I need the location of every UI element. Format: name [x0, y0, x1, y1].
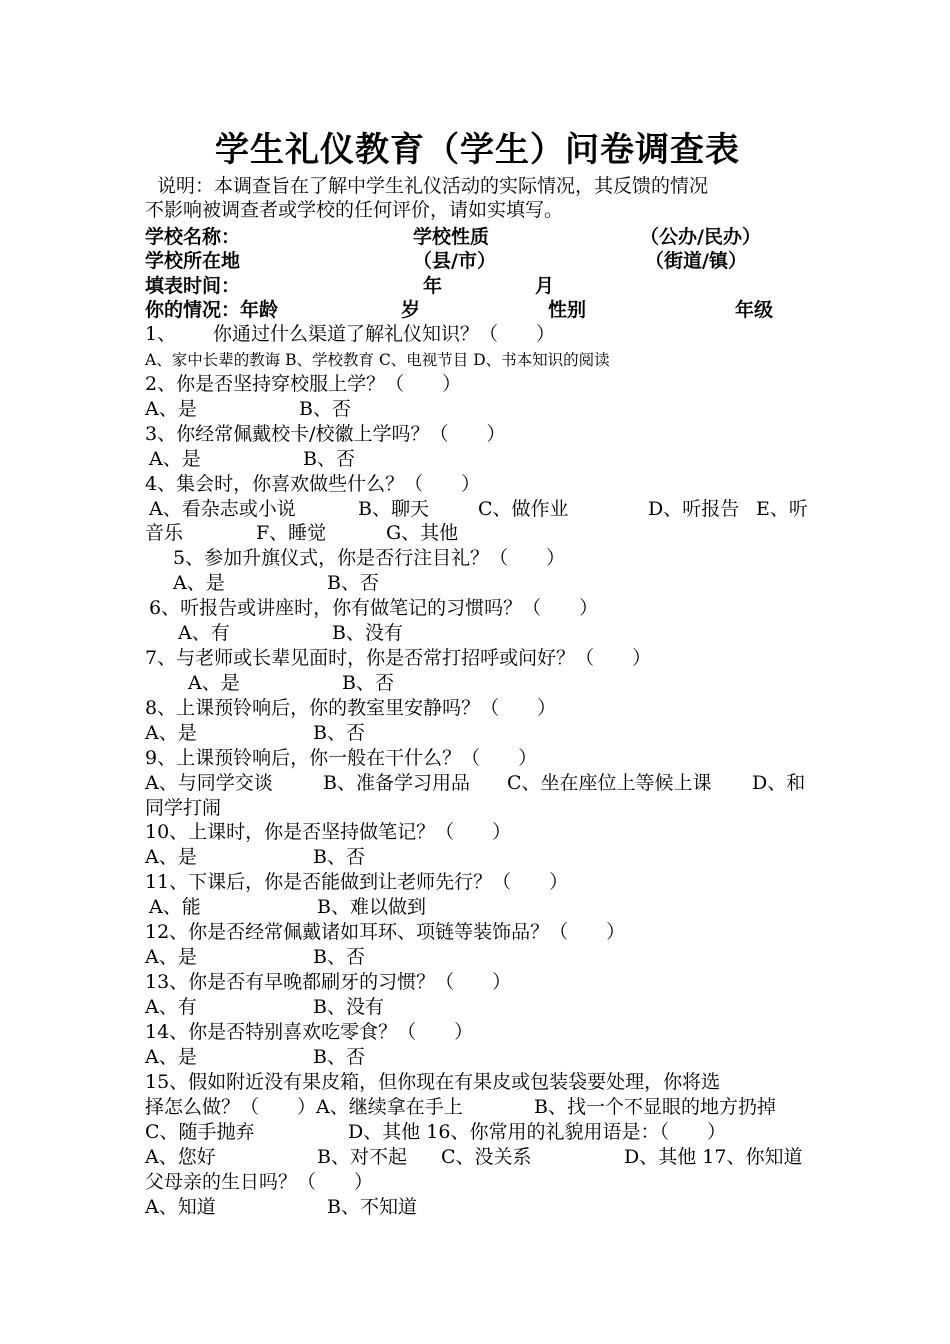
question-9: 9、上课预铃响后，你一般在干什么？（ ） [145, 747, 538, 769]
question-1-number: 1、 [145, 323, 177, 345]
fill-time-label: 填表时间： [145, 275, 241, 297]
question-11: 11、下课后，你是否能做到让老师先行？（ ） [145, 871, 569, 893]
question-6-text: 6、听报告或讲座时，你有做笔记的习惯吗？（ ） [149, 597, 599, 619]
question-1-text: 你通过什么渠道了解礼仪知识？（ ） [213, 323, 556, 345]
school-location-label: 学校所在地 [145, 250, 241, 272]
county-label: （县/市） [413, 250, 496, 272]
option-a: A、是 [145, 946, 197, 968]
option-a: A、是 [145, 846, 197, 868]
option-a: A、是 [145, 1046, 197, 1068]
option-e-cont: 音乐 [145, 522, 184, 544]
question-2: 2、你是否坚持穿校服上学？（ ） [145, 373, 462, 395]
month-label: 月 [535, 275, 555, 297]
intro-line-2: 不影响被调查者或学校的任何评价，请如实填写。 [145, 199, 564, 221]
question-5-text: 5、参加升旗仪式，你是否行注目礼？（ ） [173, 547, 566, 569]
option-b: B、否 [313, 946, 365, 968]
option-a: A、能 [149, 896, 201, 918]
option-f: F、睡觉 [256, 522, 327, 544]
option-b: B、否 [299, 398, 351, 420]
option-a: A、是 [188, 672, 240, 694]
page-title: 学生礼仪教育（学生）问卷调查表 [215, 130, 740, 170]
option-a: A、看杂志或小说 [149, 498, 296, 520]
option-b: B、没有 [313, 996, 384, 1018]
year-label: 年 [423, 275, 443, 297]
street-label: （街道/镇） [645, 250, 747, 272]
option-g: G、其他 [386, 522, 459, 544]
option-d: D、和 [752, 772, 806, 794]
question-15-option-a: 择怎么做？（ ）A、继续拿在手上 [145, 1096, 463, 1118]
intro-text-1: 说明：本调查旨在了解中学生礼仪活动的实际情况，其反馈的情况 [157, 175, 709, 197]
option-a: A、是 [173, 572, 225, 594]
option-b: B、不知道 [327, 1196, 417, 1218]
question-1-options: A、家中长辈的教诲 B、学校教育 C、电视节目 D、书本知识的阅读 [145, 351, 610, 369]
option-b: B、否 [327, 572, 379, 594]
option-b: B、否 [342, 672, 394, 694]
question-15-line-1: 15、假如附近没有果皮箱，但你现在有果皮或包装袋要处理，你将选 [145, 1071, 721, 1093]
option-e: E、听 [756, 498, 808, 520]
option-b: B、难以做到 [317, 896, 426, 918]
age-unit: 岁 [401, 299, 421, 321]
gender-label: 性别 [548, 299, 587, 321]
option-a: A、是 [145, 398, 197, 420]
option-c: C、坐在座位上等候上课 [507, 772, 712, 794]
question-8: 8、上课预铃响后，你的教室里安静吗？（ ） [145, 697, 557, 719]
option-b: B、否 [303, 448, 355, 470]
option-a: A、有 [145, 996, 197, 1018]
question-14: 14、你是否特别喜欢吃零食？（ ） [145, 1021, 474, 1043]
option-b: B、否 [313, 722, 365, 744]
option-d: D、其他 17、你知道 [624, 1146, 803, 1168]
option-a: A、知道 [145, 1196, 216, 1218]
question-3: 3、你经常佩戴校卡/校徽上学吗？（ ） [145, 423, 506, 445]
question-10: 10、上课时，你是否坚持做笔记？（ ） [145, 821, 512, 843]
option-c: C、没关系 [441, 1146, 532, 1168]
grade-label: 年级 [735, 299, 774, 321]
age-label: 你的情况：年龄 [145, 299, 279, 321]
intro-line-1 [145, 174, 810, 198]
option-b: B、否 [313, 1046, 365, 1068]
option-c: C、做作业 [478, 498, 569, 520]
question-15-option-b: B、找一个不显眼的地方扔掉 [534, 1096, 776, 1118]
question-15-option-c: C、随手抛弃 [145, 1121, 255, 1143]
question-12: 12、你是否经常佩戴诸如耳环、项链等装饰品？（ ） [145, 921, 626, 943]
option-a: A、是 [149, 448, 201, 470]
option-b: B、聊天 [358, 498, 429, 520]
option-a: A、您好 [145, 1146, 216, 1168]
option-b: B、准备学习用品 [323, 772, 470, 794]
option-a: A、与同学交谈 [145, 772, 273, 794]
school-name-label: 学校名称： [145, 226, 241, 248]
question-13: 13、你是否有早晚都刷牙的习惯？（ ） [145, 971, 512, 993]
question-9-options-2: 同学打闹 [145, 797, 222, 819]
option-b: B、否 [313, 846, 365, 868]
option-d: D、听报告 [648, 498, 740, 520]
school-type-options: （公办/民办） [640, 226, 761, 248]
question-17: 父母亲的生日吗？（ ） [145, 1171, 374, 1193]
option-a: A、有 [178, 622, 230, 644]
question-4: 4、集会时，你喜欢做些什么？（ ） [145, 473, 481, 495]
option-a: A、是 [145, 722, 197, 744]
question-15-option-d: D、其他 16、你常用的礼貌用语是：（ ） [348, 1121, 726, 1143]
option-b: B、没有 [332, 622, 403, 644]
option-b: B、对不起 [317, 1146, 407, 1168]
school-type-label: 学校性质 [413, 226, 490, 248]
question-7: 7、与老师或长辈见面时，你是否常打招呼或问好？（ ） [145, 647, 652, 669]
